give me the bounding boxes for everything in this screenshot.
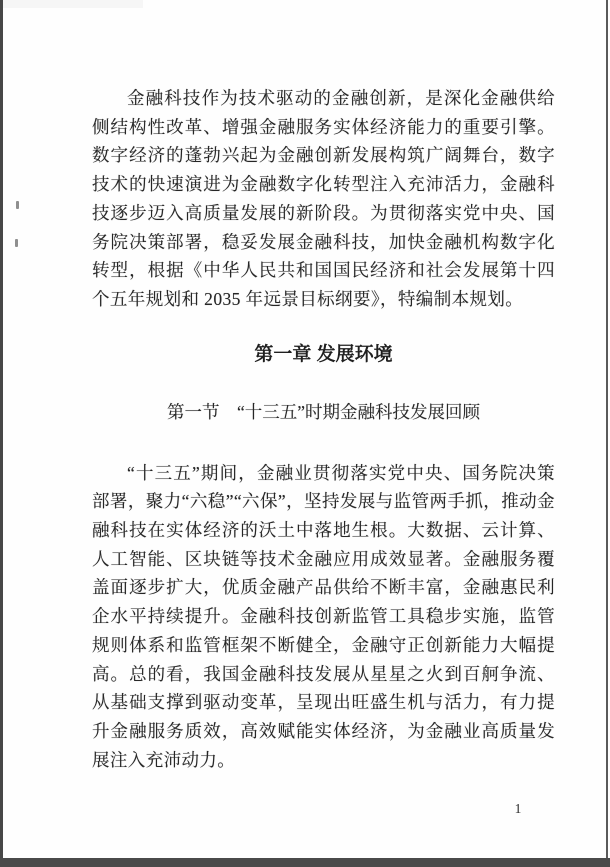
scan-speck	[16, 201, 19, 209]
intro-paragraph: 金融科技作为技术驱动的金融创新，是深化金融供给侧结构性改革、增强金融服务实体经济能力的重要引擎。数字经济的蓬勃兴起为金融创新发展构筑广阔舞台，数字技术的快速演进为金融数字化转型注入充沛活力，金融科技逐步迈入高质量发展的新阶段。为贯彻落实党中央、国务院决策部署，稳妥发展金融科技，加快金融机构数字化转型，根据《中华人民共和国国民经济和社会发展第十四个五年规划和 2035 年远景目标纲要》，特编制本规划。	[92, 88, 555, 309]
document-body	[92, 84, 555, 774]
scan-edge-right	[606, 0, 608, 867]
page-number: 1	[514, 801, 522, 816]
chapter-heading: 第一章 发展环境	[254, 343, 393, 365]
scan-edge-top-tint	[3, 0, 143, 8]
scan-speck	[15, 239, 18, 247]
scan-edge-left	[0, 0, 3, 867]
scan-edge-bottom	[0, 858, 610, 867]
review-paragraph: “十三五”期间，金融业贯彻落实党中央、国务院决策部署，聚力“六稳”“六保”，坚持发展与监管两手抓，推动金融科技在实体经济的沃土中落地生根。大数据、云计算、人工智能、区块链等技术金融应用成效显著。金融服务覆盖面逐步扩大，优质金融产品供给不断丰富，金融惠民利企水平持续提升。金融科技创新监管工具稳步实施，监管规则体系和监管框架不断健全，金融守正创新能力大幅提高。总的看，我国金融科技发展从星星之火到百舸争流、从基础支撑到驱动变革，呈现出旺盛生机与活力，有力提升金融服务质效，高效赋能实体经济，为金融业高质量发展注入充沛动力。	[92, 462, 555, 770]
section-heading: 第一节 “十三五”时期金融科技发展回顾	[166, 401, 481, 422]
